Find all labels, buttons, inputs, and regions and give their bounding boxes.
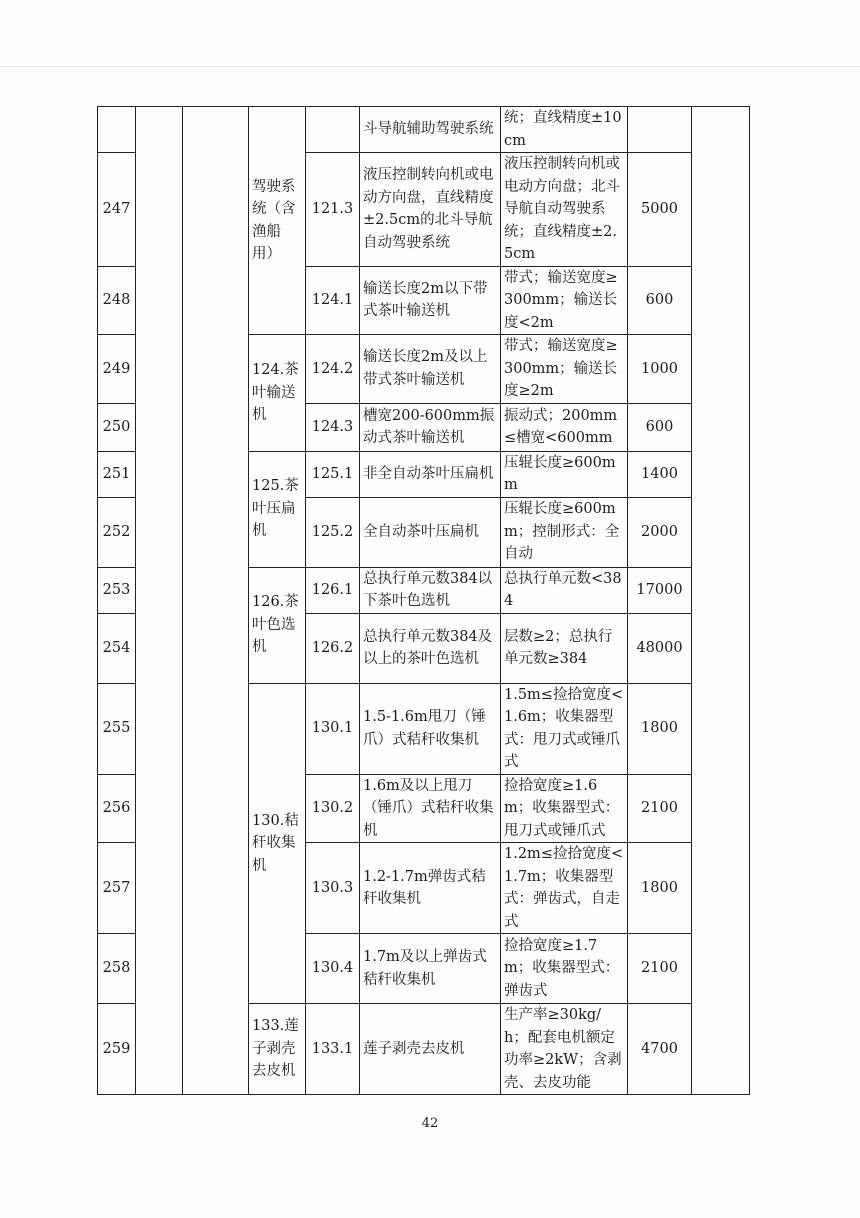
item-name-cell: 非全自动茶叶压扁机 xyxy=(360,451,501,497)
price-cell: 5000 xyxy=(628,153,692,267)
item-name-cell: 1.7m及以上弹齿式秸秆收集机 xyxy=(360,934,501,1004)
spec-cell: 带式；输送宽度≥300mm；输送长度<2m xyxy=(501,266,628,335)
spec-cell: 总执行单元数<384 xyxy=(501,567,628,613)
table-row xyxy=(98,107,750,153)
item-name-cell: 总执行单元数384以下茶叶色选机 xyxy=(360,567,501,613)
blank-column-cell xyxy=(136,107,183,1095)
spec-cell: 生产率≥30kg/h；配套电机额定功率≥2kW；含剥壳、去皮功能 xyxy=(501,1004,628,1095)
price-cell: 4700 xyxy=(628,1004,692,1095)
price-cell: 2100 xyxy=(628,934,692,1004)
row-number-cell: 254 xyxy=(98,613,136,683)
item-name-cell: 全自动茶叶压扁机 xyxy=(360,497,501,567)
blank-column-cell xyxy=(183,107,249,1095)
code-cell: 121.3 xyxy=(306,153,360,267)
item-name-cell: 1.6m及以上甩刀（锤爪）式秸秆收集机 xyxy=(360,774,501,843)
code-cell: 126.2 xyxy=(306,613,360,683)
spec-cell: 统；直线精度±10cm xyxy=(501,107,628,153)
category-cell: 126.茶叶色选机 xyxy=(249,567,306,683)
spec-cell: 捡拾宽度≥1.7m；收集器型式：弹齿式 xyxy=(501,934,628,1004)
code-cell: 125.1 xyxy=(306,451,360,497)
row-number-cell: 252 xyxy=(98,497,136,567)
code-cell: 126.1 xyxy=(306,567,360,613)
spec-cell: 振动式；200mm≤槽宽<600mm xyxy=(501,403,628,451)
price-cell: 1800 xyxy=(628,843,692,934)
price-cell: 600 xyxy=(628,403,692,451)
row-number-cell: 248 xyxy=(98,266,136,335)
code-cell: 130.4 xyxy=(306,934,360,1004)
spec-cell: 层数≥2；总执行单元数≥384 xyxy=(501,613,628,683)
code-cell: 124.3 xyxy=(306,403,360,451)
subsidy-table xyxy=(97,106,750,1095)
price-cell xyxy=(628,107,692,153)
row-number-cell: 258 xyxy=(98,934,136,1004)
code-cell: 125.2 xyxy=(306,497,360,567)
code-cell: 124.1 xyxy=(306,266,360,335)
code-cell: 130.1 xyxy=(306,683,360,774)
item-name-cell: 1.2-1.7m弹齿式秸秆收集机 xyxy=(360,843,501,934)
price-cell: 2100 xyxy=(628,774,692,843)
spec-cell: 1.2m≤捡拾宽度<1.7m；收集器型式：弹齿式，自走式 xyxy=(501,843,628,934)
row-number-cell: 256 xyxy=(98,774,136,843)
category-cell: 驾驶系统（含渔船用） xyxy=(249,107,306,335)
item-name-cell: 输送长度2m以下带式茶叶输送机 xyxy=(360,266,501,335)
price-cell: 1400 xyxy=(628,451,692,497)
row-number-cell: 259 xyxy=(98,1004,136,1095)
spec-cell: 压辊长度≥600mm xyxy=(501,451,628,497)
spec-cell: 带式；输送宽度≥300mm；输送长度≥2m xyxy=(501,335,628,404)
spec-cell: 压辊长度≥600mm；控制形式：全自动 xyxy=(501,497,628,567)
code-cell: 124.2 xyxy=(306,335,360,404)
price-cell: 1000 xyxy=(628,335,692,404)
item-name-cell: 斗导航辅助驾驶系统 xyxy=(360,107,501,153)
item-name-cell: 液压控制转向机或电动方向盘，直线精度±2.5cm的北斗导航自动驾驶系统 xyxy=(360,153,501,267)
spec-cell: 捡拾宽度≥1.6m；收集器型式：甩刀式或锤爪式 xyxy=(501,774,628,843)
row-number-cell: 251 xyxy=(98,451,136,497)
item-name-cell: 莲子剥壳去皮机 xyxy=(360,1004,501,1095)
row-number-cell: 250 xyxy=(98,403,136,451)
code-cell: 130.2 xyxy=(306,774,360,843)
item-name-cell: 槽宽200-600mm振动式茶叶输送机 xyxy=(360,403,501,451)
row-number-cell: 247 xyxy=(98,153,136,267)
price-cell: 1800 xyxy=(628,683,692,774)
code-cell: 130.3 xyxy=(306,843,360,934)
price-cell: 2000 xyxy=(628,497,692,567)
code-cell xyxy=(306,107,360,153)
blank-column-cell xyxy=(692,107,750,1095)
price-cell: 48000 xyxy=(628,613,692,683)
price-cell: 17000 xyxy=(628,567,692,613)
spec-cell: 1.5m≤捡拾宽度<1.6m；收集器型式：甩刀式或锤爪式 xyxy=(501,683,628,774)
code-cell: 133.1 xyxy=(306,1004,360,1095)
category-cell: 133.莲子剥壳去皮机 xyxy=(249,1004,306,1095)
row-number-cell: 255 xyxy=(98,683,136,774)
category-cell: 130.秸秆收集机 xyxy=(249,683,306,1004)
category-cell: 125.茶叶压扁机 xyxy=(249,451,306,567)
scan-artifact-line xyxy=(0,66,860,67)
category-cell: 124.茶叶输送机 xyxy=(249,335,306,452)
item-name-cell: 1.5-1.6m甩刀（锤爪）式秸秆收集机 xyxy=(360,683,501,774)
row-number-cell: 253 xyxy=(98,567,136,613)
item-name-cell: 总执行单元数384及以上的茶叶色选机 xyxy=(360,613,501,683)
item-name-cell: 输送长度2m及以上带式茶叶输送机 xyxy=(360,335,501,404)
price-cell: 600 xyxy=(628,266,692,335)
row-number-cell: 257 xyxy=(98,843,136,934)
spec-cell: 液压控制转向机或电动方向盘；北斗导航自动驾驶系统；直线精度±2.5cm xyxy=(501,153,628,267)
row-number-cell: 249 xyxy=(98,335,136,404)
row-number-cell xyxy=(98,107,136,153)
page-number: 42 xyxy=(421,1116,439,1131)
